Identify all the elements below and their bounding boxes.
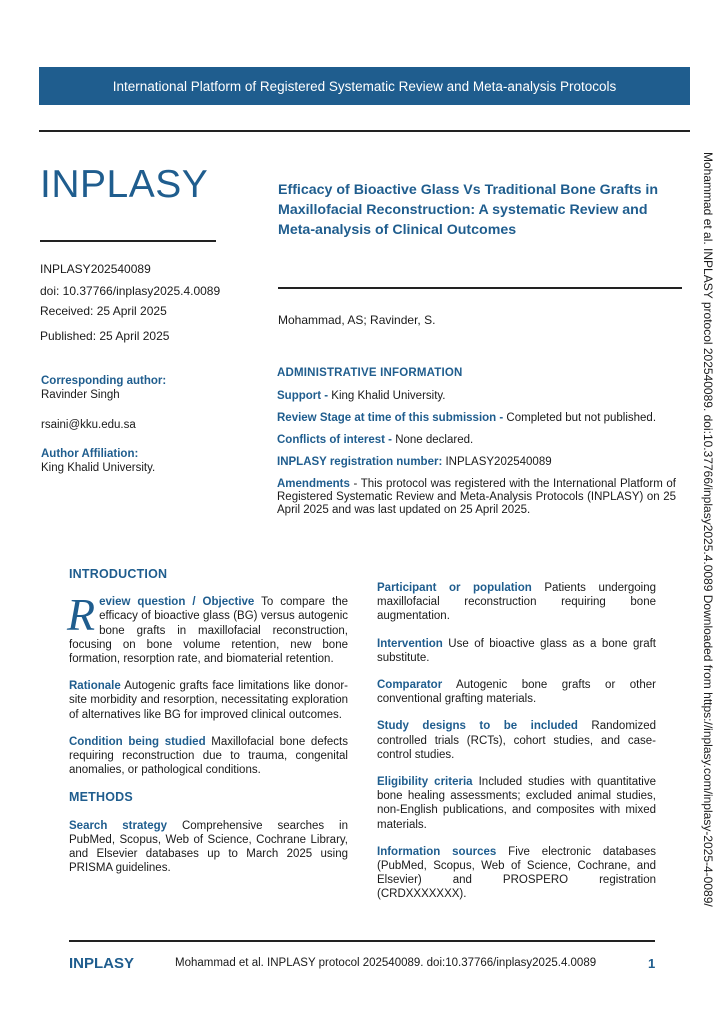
protocol-id: INPLASY202540089 bbox=[40, 262, 151, 276]
study-designs: Study designs to be included Randomized controlled trials (RCTs), cohort studies, and case-control studies. bbox=[377, 720, 656, 761]
brand-divider bbox=[40, 240, 216, 242]
drop-cap: R bbox=[67, 589, 96, 641]
comparator: Comparator Autogenic bone grafts or other conventional grafting materials. bbox=[377, 679, 656, 706]
review-question: Review question / Objective To compare the efficacy of bioactive glass (BG) versus autogenic bone grafts in maxillofacial reconstruction, focusing on bone volume retention, new bone formation, resorption rate, and biomaterial retention. bbox=[67, 589, 348, 666]
footer-brand: INPLASY bbox=[69, 955, 135, 972]
title-divider bbox=[278, 287, 682, 289]
administrative-information bbox=[277, 367, 676, 526]
condition-studied: Condition being studied Maxillofacial bone defects requiring reconstruction due to trauma, congenital anomalies, or pathological conditions. bbox=[69, 735, 348, 777]
published-date: Published: 25 April 2025 bbox=[40, 329, 170, 343]
rationale: Rationale Autogenic grafts face limitations like donor-site morbidity and resorption, necessitating exploration of alternatives like BG for improved clinical outcomes. bbox=[69, 680, 348, 721]
registration-row: INPLASY registration number: INPLASY202540089 bbox=[277, 456, 552, 468]
left-column bbox=[69, 567, 348, 888]
support-row: Support - King Khalid University. bbox=[277, 390, 446, 402]
brand-logo: INPLASY bbox=[40, 163, 209, 206]
top-divider bbox=[39, 130, 690, 132]
footer-divider bbox=[69, 940, 655, 942]
right-column bbox=[377, 581, 656, 915]
eligibility-criteria: Eligibility criteria Included studies with quantitative bone healing assessments; excluded animal studies, non-English publications, and composites with mixed materials. bbox=[377, 776, 657, 831]
introduction-heading: INTRODUCTION bbox=[69, 567, 168, 581]
participants: Participant or population Patients undergoing maxillofacial reconstruction requiring bone augmentation. bbox=[377, 582, 656, 623]
doi[interactable]: doi: 10.37766/inplasy2025.4.0089 bbox=[40, 284, 221, 298]
header-banner: International Platform of Registered Systematic Review and Meta-analysis Protocols bbox=[39, 67, 690, 105]
page-number: 1 bbox=[648, 956, 656, 971]
methods-heading: METHODS bbox=[69, 790, 133, 805]
search-strategy: Search strategy Comprehensive searches in PubMed, Scopus, Web of Science, Cochrane Library, and Elsevier databases up to March 2025 using PRISMA guidelines. bbox=[69, 819, 348, 875]
admin-heading: ADMINISTRATIVE INFORMATION bbox=[277, 367, 463, 379]
intervention: Intervention Use of bioactive glass as a bone graft substitute. bbox=[377, 637, 656, 664]
amendments-row: Amendments - This protocol was registered with the International Platform of Registered Systematic Review and Meta-Analysis Protocols (INPLASY) on 25 April 2025 and was last updated on 25 April 2025. bbox=[277, 478, 676, 516]
authors: Mohammad, AS; Ravinder, S. bbox=[278, 313, 436, 327]
corresponding-author-label: Corresponding author: bbox=[41, 375, 167, 387]
paper-title: Efficacy of Bioactive Glass Vs Traditional Bone Grafts in Maxillofacial Reconstruction: A systematic Review and Meta-analysis of Clinical Outcomes bbox=[278, 182, 659, 238]
information-sources: Information sources Five electronic databases (PubMed, Scopus, Web of Science, Cochrane, and Elsevier) and PROSPERO registration (CRDXXXXXXX). bbox=[377, 845, 656, 901]
corresponding-author-name: Ravinder Singh bbox=[41, 389, 120, 401]
footer-citation: Mohammad et al. INPLASY protocol 202540089. doi:10.37766/inplasy2025.4.0089 bbox=[175, 957, 597, 969]
download-note: Mohammad et al. INPLASY protocol 202540089. doi:10.37766/inplasy2025.4.0089 Downloaded from https://inplasy.com/inplasy-2025-4-0089/ bbox=[701, 152, 715, 907]
author-email[interactable]: rsaini@kku.edu.sa bbox=[41, 419, 136, 431]
review-stage-row: Review Stage at time of this submission - Completed but not published. bbox=[277, 412, 657, 424]
received-date: Received: 25 April 2025 bbox=[40, 304, 167, 318]
conflicts-row: Conflicts of interest - None declared. bbox=[277, 434, 474, 446]
affiliation-label: Author Affiliation: bbox=[41, 448, 139, 460]
affiliation: King Khalid University. bbox=[41, 462, 156, 474]
